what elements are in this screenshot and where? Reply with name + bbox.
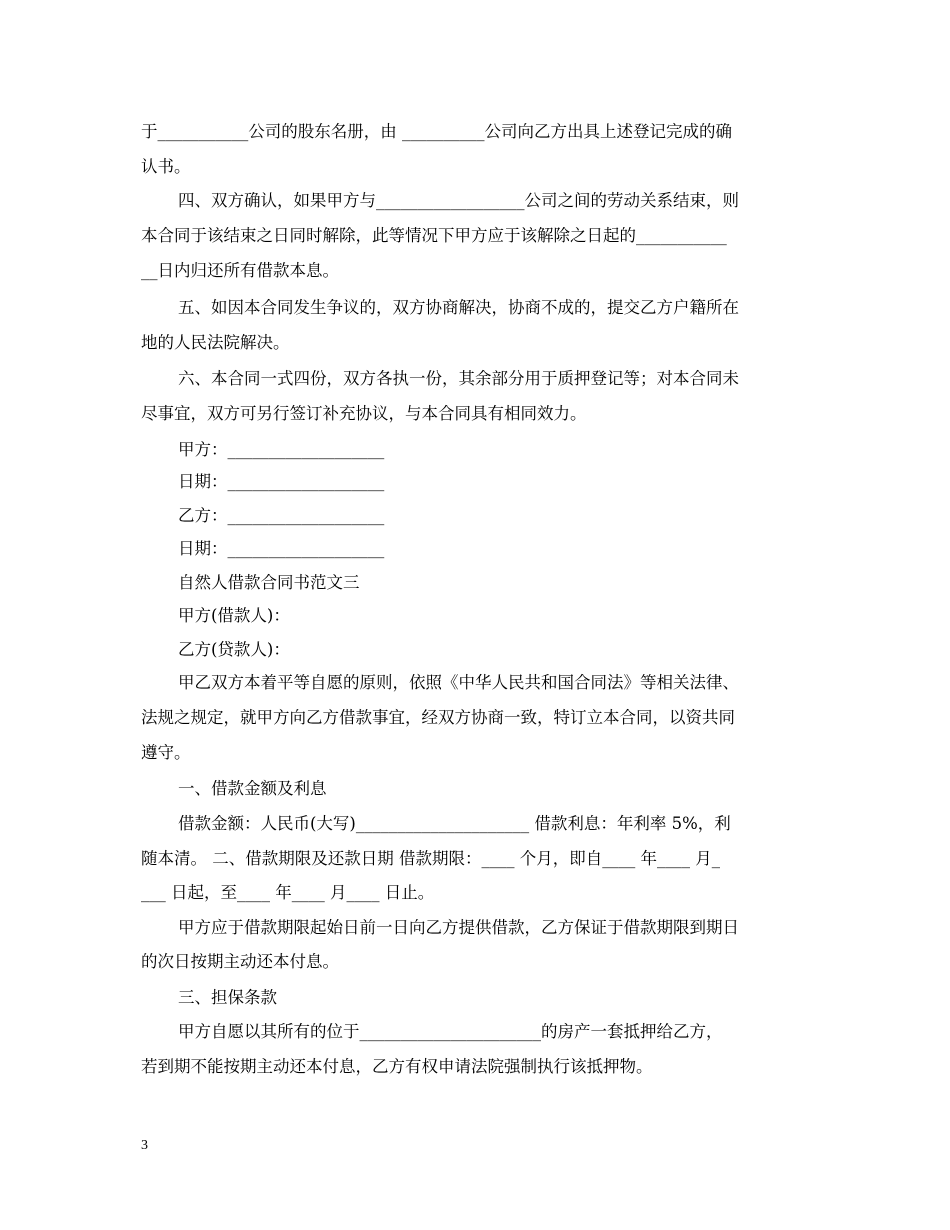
text-line: 甲乙双方本着平等自愿的原则，依照《中华人民共和国合同法》等相关法律、 (178, 673, 739, 692)
text-line: 五、如因本合同发生争议的，双方协商解决，协商不成的，提交乙方户籍所在 (178, 298, 739, 317)
text-line: ___ 日起，至____ 年____ 月____ 日止。 (141, 883, 435, 902)
page-number: 3 (141, 1138, 148, 1153)
text-line: __日内归还所有借款本息。 (141, 261, 339, 280)
text-line: 随本清。 二、借款期限及还款日期 借款期限：____ 个月，即自____ 年____ 月_ (141, 849, 720, 868)
borrower-line: 甲方(借款人)： (178, 606, 290, 625)
text-line: 借款金额：人民币(大写)_____________________ 借款利息：年利率 5%，利 (178, 814, 731, 833)
text-line: 甲方自愿以其所有的位于______________________的房产一套抵押给乙方， (178, 1022, 723, 1041)
lender-line: 乙方(贷款人)： (178, 640, 290, 659)
text-line: 认书。 (141, 157, 191, 176)
date-line-party-b: 日期：___________________ (178, 539, 385, 558)
text-line: 四、双方确认，如果甲方与__________________公司之间的劳动关系结束，则 (178, 191, 739, 210)
signature-line-party-a: 甲方：___________________ (178, 440, 385, 459)
text-line: 本合同于该结束之日同时解除，此等情况下甲方应于该解除之日起的___________ (141, 226, 727, 245)
text-line: 地的人民法院解决。 (141, 333, 290, 352)
clause-heading: 三、担保条款 (178, 988, 277, 1007)
section-title: 自然人借款合同书范文三 (178, 573, 360, 592)
text-line: 甲方应于借款期限起始日前一日向乙方提供借款，乙方保证于借款期限到期日 (178, 918, 739, 937)
clause-heading: 一、借款金额及利息 (178, 779, 327, 798)
text-line: 遵守。 (141, 743, 191, 762)
text-line: 法规之规定，就甲方向乙方借款事宜，经双方协商一致，特订立本合同，以资共同 (141, 708, 735, 727)
text-line: 六、本合同一式四份，双方各执一份，其余部分用于质押登记等；对本合同未 (178, 369, 739, 388)
date-line-party-a: 日期：___________________ (178, 472, 385, 491)
text-line: 于___________公司的股东名册，由 __________公司向乙方出具上述登记完成的确 (141, 122, 732, 141)
text-line: 的次日按期主动还本付息。 (141, 952, 339, 971)
signature-line-party-b: 乙方：___________________ (178, 506, 385, 525)
text-line: 尽事宜，双方可另行签订补充协议，与本合同具有相同效力。 (141, 404, 587, 423)
text-line: 若到期不能按期主动还本付息，乙方有权申请法院强制执行该抵押物。 (141, 1057, 653, 1076)
